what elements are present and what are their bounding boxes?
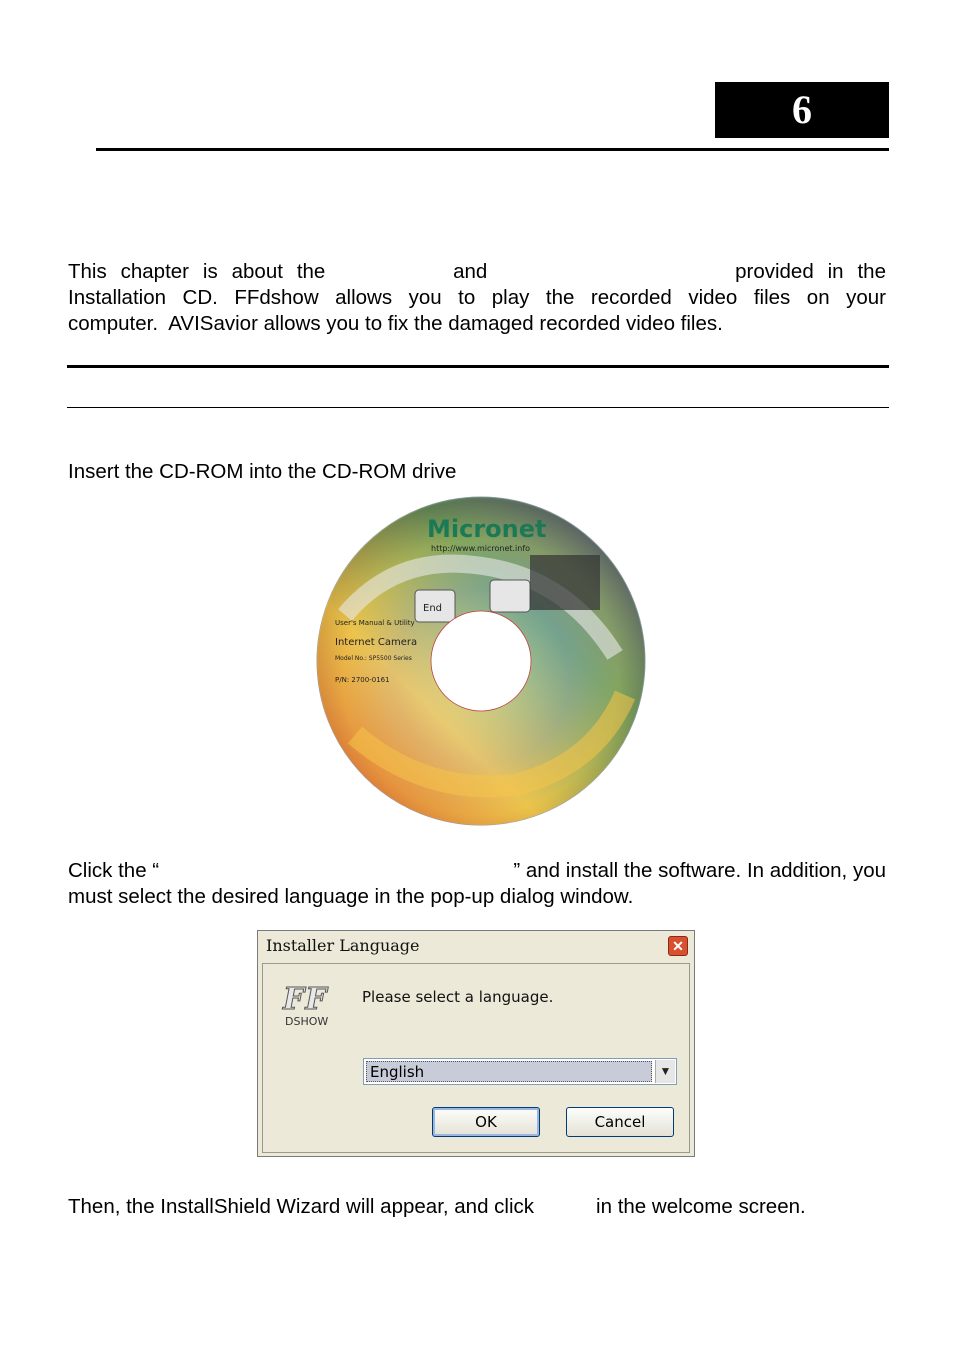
language-select-value: English <box>366 1061 652 1082</box>
svg-text:End: End <box>423 603 443 614</box>
intro-line-3: computer. AVISavior allows you to fix the damaged recorded video files. <box>68 312 723 335</box>
installer-language-dialog <box>257 930 695 1157</box>
cd-label-pn: P/N: 2700-0161 <box>335 676 390 684</box>
language-select[interactable] <box>363 1058 677 1085</box>
intro-line-2: Installation CD. FFdshow allows you to play the recorded video files on your <box>68 286 886 309</box>
keyboard-key-pgdn-icon <box>490 580 530 612</box>
cd-label-model: Model No.: SP5500 Series <box>335 655 412 662</box>
ffdshow-logo: FF DSHOW <box>283 982 329 1028</box>
section-rule-thick <box>67 365 889 368</box>
chapter-rule <box>96 148 889 151</box>
chapter-number: 6 <box>792 87 812 132</box>
step-2-text: Click the “ ” and install the software. In addition, you must select the desired language in the pop-up dialog window. <box>68 859 886 908</box>
section-rule-thin <box>67 407 889 408</box>
dialog-prompt: Please select a language. <box>362 988 554 1006</box>
dialog-title: Installer Language <box>266 936 420 955</box>
close-icon[interactable]: ✕ <box>668 936 688 956</box>
chevron-down-icon[interactable]: ▼ <box>655 1060 675 1083</box>
cd-label-product: Internet Camera <box>335 637 418 648</box>
cd-rom-image <box>315 495 647 827</box>
cd-label-manual: User's Manual & Utility <box>335 619 415 627</box>
cd-url: http://www.micronet.info <box>431 544 531 553</box>
cd-brand: Micronet <box>427 515 547 543</box>
intro-line-1: This chapter is about the and provided in the <box>68 260 886 283</box>
cancel-button[interactable]: Cancel <box>566 1107 674 1137</box>
camera-screen-icon <box>530 555 600 610</box>
intro-paragraph <box>68 259 886 337</box>
chapter-number-badge <box>715 82 889 138</box>
step-3-text: Then, the InstallShield Wizard will appear, and click in the welcome screen. <box>68 1195 806 1218</box>
step-1-text: Insert the CD-ROM into the CD-ROM drive <box>68 460 457 483</box>
ok-button[interactable]: OK <box>432 1107 540 1137</box>
